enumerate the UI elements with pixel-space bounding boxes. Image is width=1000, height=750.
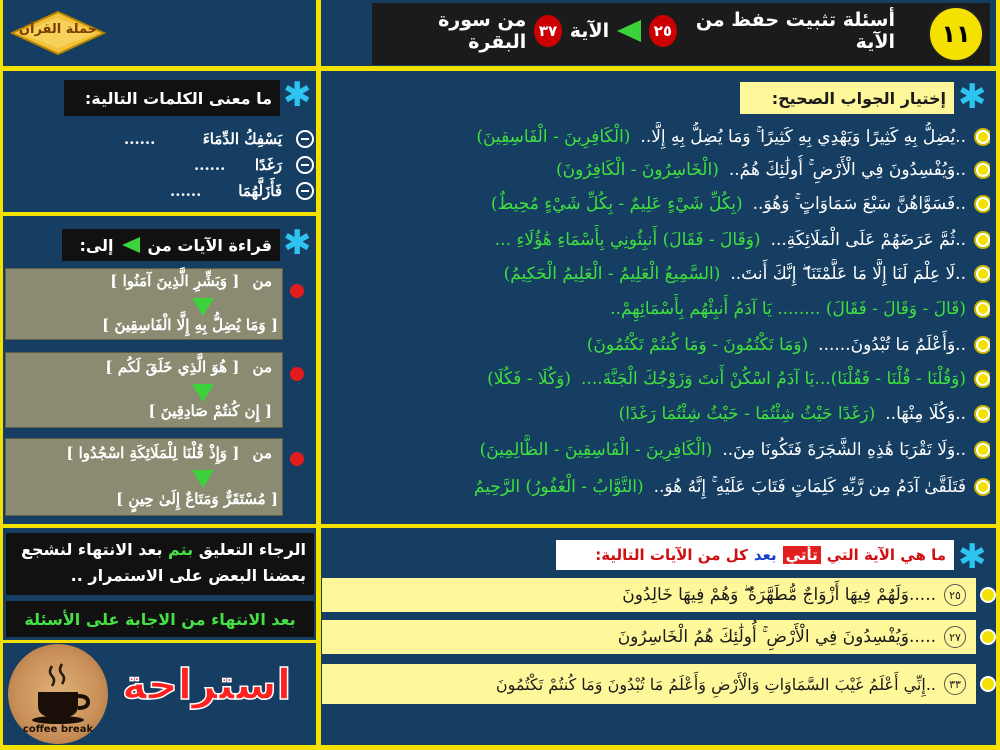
arrow-down-icon	[192, 470, 214, 488]
next-ayah-heading	[556, 540, 954, 570]
meaning-blank: ......	[170, 182, 202, 200]
frame-left-edge	[0, 0, 3, 750]
reading-from-label: من	[252, 272, 272, 290]
ayah-text: .....وَيُفْسِدُونَ فِي الْأَرْضِ ۚ أُولَٰئِكَ هُمُ الْخَاسِرُونَ	[617, 627, 936, 647]
next-ayah-heading-part3: بعد	[753, 546, 777, 564]
header-title-part1: أسئلة تثبيت حفظ من الآية	[695, 9, 895, 53]
arrow-down-icon	[192, 298, 214, 316]
coffee-label: coffee break	[22, 724, 94, 735]
question-options: (وَقَالَ - فَقَالَ) أَنبِئُونِي بِأَسْمَاءِ هَٰؤُلَاءِ ...	[494, 230, 761, 250]
meaning-item	[24, 126, 314, 152]
question-item	[330, 330, 990, 360]
question-options: (التَّوَّابُ - الْغَفُورُ) الرَّحِيمُ	[473, 477, 644, 497]
break-label: استراحة	[122, 660, 292, 709]
question-item	[330, 364, 990, 394]
question-options: (وَمَا تَكْتُمُونَ - وَمَا كُنتُمْ تَكْتُمُونَ)	[586, 335, 809, 355]
question-options: (السَّمِيعُ الْعَلِيمُ - الْعَلِيمُ الْحَكِيمُ)	[503, 264, 721, 284]
question-item	[330, 122, 990, 152]
from-ayah-badge: ٢٥	[649, 15, 676, 47]
reading-heading-part2: إلى:	[79, 235, 114, 255]
question-text: ..فَسَوَّاهُنَّ سَبْعَ سَمَاوَاتٍ ۚ وَهُوَ..	[752, 194, 966, 214]
ayah-text: .....وَلَهُمْ فِيهَا أَزْوَاجٌ مُّطَهَّرَةٌ ۖ وَهُمْ فِيهَا خَالِدُونَ	[622, 585, 936, 605]
bullet-icon	[980, 676, 996, 692]
bullet-icon	[976, 443, 990, 457]
ayah-number: ٢٧	[944, 626, 966, 648]
arrow-left-icon	[122, 237, 140, 253]
question-options: (بِكُلِّ شَيْءٍ عَلِيمٌ - بِكُلِّ شَيْءٍ مُحِيطٌ)	[490, 194, 743, 214]
header-title-part2: الآية	[569, 20, 610, 42]
meanings-heading: ما معنى الكلمات التالية:	[64, 80, 280, 116]
bullet-icon	[980, 587, 996, 603]
reading-heading-part1: قراءة الآيات من	[147, 235, 272, 255]
next-ayah-heading-part2: تأتي	[783, 546, 821, 564]
frame-bottom	[0, 745, 1000, 750]
asterisk-icon: ✱	[958, 77, 987, 117]
bullet-icon	[976, 233, 990, 247]
question-text: فَتَلَقَّىٰ آدَمُ مِن رَّبِّهِ كَلِمَاتٍ فَتَابَ عَلَيْهِ ۚ إِنَّهُ هُوَ..	[653, 477, 966, 497]
bullet-icon	[976, 163, 990, 177]
bullet-icon	[980, 629, 996, 645]
question-options: (الْخَاسِرُونَ - الْكَافِرُونَ)	[555, 160, 719, 180]
meaning-word: رَغَدًا	[254, 156, 282, 174]
frame-right-edge	[996, 0, 1000, 750]
question-options: (الْكَافِرِينَ - الْفَاسِقِينَ)	[476, 127, 631, 147]
next-ayah-heading-part1: ما هي الآية التي	[826, 546, 946, 564]
next-ayah-heading-part4: كل من الآيات التالية:	[595, 546, 748, 564]
frame-left-divider-2	[0, 640, 318, 643]
reading-from-label: من	[252, 444, 272, 462]
question-options: (الْكَافِرِينَ - الْفَاسِقِينَ - الظَّالِمِينَ)	[479, 440, 713, 460]
meaning-blank: ......	[194, 156, 226, 174]
reading-to-verse: [ إِن كُنتُمْ صَادِقِينَ ]	[148, 402, 272, 420]
red-dot-icon	[290, 367, 304, 381]
question-options: (وَكُلَا - فَكُلَا)	[487, 369, 572, 389]
bullet-icon	[976, 197, 990, 211]
to-ayah-badge: ٣٧	[534, 15, 561, 47]
logo	[10, 10, 106, 56]
choose-heading: إختيار الجواب الصحيح:	[740, 82, 954, 114]
ayah-item	[322, 578, 976, 612]
minus-circle-icon	[296, 130, 314, 148]
bullet-icon	[976, 338, 990, 352]
notice-part2: بتم	[168, 540, 194, 559]
question-item	[330, 155, 990, 185]
bullet-icon	[976, 267, 990, 281]
header-title-part3: من سورة البقرة	[438, 9, 527, 53]
question-text: ..وَيُفْسِدُونَ فِي الْأَرْضِ ۚ أُولَٰئِكَ هُمُ..	[728, 160, 966, 180]
frame-top-divider	[0, 66, 1000, 71]
reading-to-verse: [ وَمَا يُضِلُّ بِهِ إِلَّا الْفَاسِقِينَ ]	[102, 316, 278, 334]
bullet-icon	[976, 130, 990, 144]
reading-from-verse: [ هُوَ الَّذِي خَلَقَ لَكُم ]	[105, 358, 240, 376]
question-item	[330, 435, 990, 465]
meaning-item	[24, 178, 314, 204]
question-options: (رَغَدًا حَيْثُ شِئْتُمَا - حَيْثُ شِئْتُمَا رَغَدًا)	[618, 404, 876, 424]
meaning-word: يَسْفِكُ الدِّمَاءَ	[202, 130, 282, 148]
logo-text: حملة القرآن	[18, 22, 98, 37]
question-item	[330, 472, 990, 502]
minus-circle-icon	[296, 156, 314, 174]
reading-from	[105, 358, 272, 376]
question-text: ..ثُمَّ عَرَضَهُمْ عَلَى الْمَلَائِكَةِ...	[770, 230, 966, 250]
notice-part3: بعد الانتهاء لنشجع بعضنا البعض على الاستمرار ..	[21, 540, 306, 585]
ayah-number: ٣٣	[944, 673, 966, 695]
question-item	[330, 259, 990, 289]
meaning-item	[24, 152, 314, 178]
asterisk-icon: ✱	[283, 223, 312, 263]
red-dot-icon	[290, 284, 304, 298]
ayah-item	[322, 664, 976, 704]
bullet-icon	[976, 372, 990, 386]
question-text: ..وَأَعْلَمُ مَا تُبْدُونَ......	[818, 335, 966, 355]
question-text: ..لَا عِلْمَ لَنَا إِلَّا مَا عَلَّمْتَنَا ۖ إِنَّكَ أَنتَ..	[730, 264, 966, 284]
reading-from-label: من	[252, 358, 272, 376]
reading-from	[66, 444, 272, 462]
coffee-break-badge	[8, 644, 108, 744]
asterisk-icon: ✱	[958, 537, 987, 577]
reading-from-verse: [ وَإِذْ قُلْنَا لِلْمَلَائِكَةِ اسْجُدُوا ]	[66, 444, 240, 462]
question-text: ..وَكُلَا مِنْهَا..	[885, 404, 966, 424]
question-item	[330, 294, 990, 324]
reading-heading	[62, 229, 280, 261]
reading-from	[110, 272, 272, 290]
after-answer-note: بعد الانتهاء من الاجابة على الأسئلة	[6, 601, 314, 637]
frame-middle-divider	[0, 524, 1000, 528]
question-text: (وَقُلْنَا - قُلْنَا - فَقُلْنَا)...يَا آدَمُ اسْكُنْ أَنتَ وَزَوْجُكَ الْجَنَّةَ....	[581, 369, 966, 389]
question-number-badge: ١١	[928, 6, 984, 62]
ayah-number: ٢٥	[944, 584, 966, 606]
ayah-item	[322, 620, 976, 654]
ayah-text: ..إِنِّي أَعْلَمُ غَيْبَ السَّمَاوَاتِ وَالْأَرْضِ وَأَعْلَمُ مَا تُبْدُونَ وَمَا كُنتُمْ تَكْتُمُونَ	[495, 674, 936, 694]
bullet-icon	[976, 407, 990, 421]
bullet-icon	[976, 480, 990, 494]
question-item	[330, 225, 990, 255]
question-item	[330, 399, 990, 429]
question-text: ..وَلَا تَقْرَبَا هَٰذِهِ الشَّجَرَةَ فَتَكُونَا مِنَ..	[722, 440, 966, 460]
question-item	[330, 189, 990, 219]
meaning-blank: ......	[124, 130, 156, 148]
header-title	[395, 9, 895, 53]
bullet-icon	[976, 302, 990, 316]
meaning-word: فَأَزَلَّهُمَا	[238, 182, 282, 200]
notice-box	[6, 533, 314, 595]
reading-to-verse: [ مُسْتَقَرٌّ وَمَتَاعٌ إِلَىٰ حِينٍ ]	[116, 490, 278, 508]
minus-circle-icon	[296, 182, 314, 200]
question-text: (قَالَ - وَقَالَ - فَقَالَ) ........ يَا آدَمُ أَنبِئْهُم بِأَسْمَائِهِمْ..	[610, 299, 966, 319]
red-dot-icon	[290, 452, 304, 466]
asterisk-icon: ✱	[283, 75, 312, 115]
reading-from-verse: [ وَبَشِّرِ الَّذِينَ آمَنُوا ]	[110, 272, 240, 290]
question-text: ..يُضِلُّ بِهِ كَثِيرًا وَيَهْدِي بِهِ كَثِيرًا ۚ وَمَا يُضِلُّ بِهِ إِلَّا..	[640, 127, 966, 147]
arrow-left-icon	[617, 20, 641, 42]
arrow-down-icon	[192, 384, 214, 402]
notice-part1: الرجاء التعليق	[198, 540, 306, 559]
frame-vertical-divider	[316, 0, 321, 750]
frame-left-divider-1	[0, 212, 318, 216]
